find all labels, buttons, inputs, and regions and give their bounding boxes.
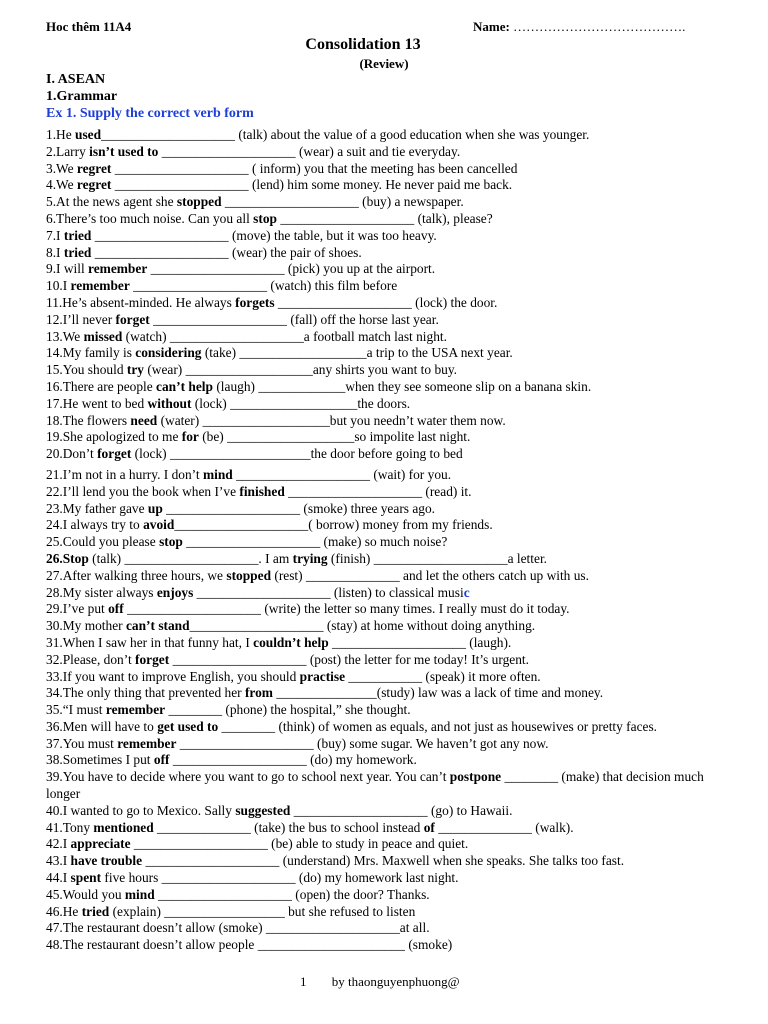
item-text: 16.There are people <box>46 378 157 394</box>
item-text: ____________________ (move) the table, but it was too heavy. <box>91 227 437 243</box>
item-text: 28.My sister always <box>46 584 157 600</box>
keyword: of <box>423 819 435 835</box>
exercise-item <box>46 194 736 211</box>
keyword: considering <box>135 345 202 361</box>
exercise-item <box>46 870 736 887</box>
keyword: tried <box>63 227 92 243</box>
item-text: 45.Would you <box>46 886 125 902</box>
subsection-heading: 1.Grammar <box>46 89 118 104</box>
exercise-item <box>46 329 736 346</box>
item-text: 15.You should <box>46 362 127 378</box>
exercise-item <box>46 379 736 396</box>
item-text: 37.You must <box>46 735 118 751</box>
exercise-item <box>46 517 736 534</box>
exercise-item <box>46 228 736 245</box>
item-text: 34.The only thing that prevented her <box>46 685 245 701</box>
item-text: ____________________ (wear) the pair of shoes. <box>91 244 362 260</box>
item-text: ____________________ ( inform) you that the meeting has been cancelled <box>111 160 518 176</box>
keyword: off <box>153 752 170 768</box>
keyword: suggested <box>235 802 291 818</box>
keyword: remember <box>105 702 166 718</box>
item-text: 9.I will <box>46 261 89 277</box>
keyword: tried <box>81 903 110 919</box>
item-text: (laugh) _____________when they see someone slip on a banana skin. <box>212 378 592 394</box>
keyword: 26.Stop <box>46 550 89 566</box>
item-text: 41.Tony <box>46 819 94 835</box>
exercise-item <box>46 177 736 194</box>
exercise-item <box>46 446 736 463</box>
exercise-item <box>46 261 736 278</box>
keyword: regret <box>76 160 112 176</box>
keyword: can’t stand <box>125 618 190 634</box>
item-text: ____________________ (go) to Hawaii. <box>290 802 513 818</box>
item-text: (lock) _____________________the door before going to bed <box>131 446 463 462</box>
class-label: Hoc thêm 11A4 <box>46 19 132 34</box>
keyword: stop <box>159 534 183 550</box>
item-text: 47.The restaurant doesn’t allow (smoke) ____________________at all. <box>46 920 430 936</box>
keyword: have trouble <box>70 853 143 869</box>
item-text: ________ (phone) the hospital,” she thought. <box>165 702 411 718</box>
exercise-item <box>46 312 736 329</box>
keyword: missed <box>83 328 123 344</box>
item-text: 23.My father gave <box>46 500 148 516</box>
exercise-item <box>46 211 736 228</box>
exercise-item <box>46 702 736 719</box>
item-text: 12.I’ll never <box>46 311 116 327</box>
keyword: avoid <box>143 517 175 533</box>
item-text: 19.She apologized to me <box>46 429 182 445</box>
item-text: 10.I <box>46 278 71 294</box>
item-text: 11.He’s absent-minded. He always <box>46 294 236 310</box>
item-text: 35.“I must <box>46 702 106 718</box>
keyword: from <box>244 685 273 701</box>
exercise-item <box>46 345 736 362</box>
keyword: try <box>126 362 144 378</box>
exercise-item <box>46 568 736 585</box>
item-text: ____________________ (lock) the door. <box>274 294 498 310</box>
item-text: 8.I <box>46 244 64 260</box>
item-text: 24.I always try to <box>46 517 144 533</box>
item-text: ______________ (take) the bus to school instead <box>153 819 424 835</box>
item-text: (wear) ___________________any shirts you want to buy. <box>143 362 458 378</box>
keyword: couldn’t help <box>253 634 329 650</box>
keyword: get used to <box>157 718 219 734</box>
page-footer <box>300 974 482 990</box>
exercise-item <box>46 937 736 954</box>
keyword: remember <box>88 261 148 277</box>
keyword: postpone <box>449 769 502 785</box>
item-text: 44.I <box>46 870 71 886</box>
item-text: (be) ___________________so impolite last night. <box>198 429 471 445</box>
item-text: ____________________ (make) so much noise? <box>182 534 448 550</box>
exercise-item <box>46 484 736 501</box>
item-text: 7.I <box>46 227 64 243</box>
item-text: 3.We <box>46 160 77 176</box>
item-text: 6.There’s too much noise. Can you all <box>46 210 254 226</box>
item-text: 42.I <box>46 836 71 852</box>
keyword: spent <box>70 870 102 886</box>
keyword: stopped <box>176 194 222 210</box>
item-text: 33.If you want to improve English, you should <box>46 668 300 684</box>
item-text: five hours ____________________ (do) my homework last night. <box>101 870 459 886</box>
keyword: forgets <box>235 294 275 310</box>
exercise-item <box>46 429 736 446</box>
item-text: 29.I’ve put <box>46 601 109 617</box>
item-text: (take) ___________________a trip to the USA next year. <box>201 345 513 361</box>
keyword: forget <box>135 651 170 667</box>
item-text: ____________________ (buy) a newspaper. <box>221 194 464 210</box>
item-text: 20.Don’t <box>46 446 98 462</box>
exercise-item <box>46 551 736 568</box>
keyword: forget <box>115 311 150 327</box>
item-text: 22.I’ll lend you the book when I’ve <box>46 483 240 499</box>
keyword: for <box>181 429 199 445</box>
item-text: 46.He <box>46 903 82 919</box>
author-credit: by thaonguyenphuong@ <box>331 974 460 989</box>
item-text: ____________________ (understand) Mrs. Maxwell when she speaks. She talks too fast. <box>142 853 625 869</box>
keyword: up <box>147 500 163 516</box>
item-text: 27.After walking three hours, we <box>46 567 227 583</box>
item-text: ____________________ (talk), please? <box>276 210 493 226</box>
item-text: ____________________ (watch) this film before <box>129 278 398 294</box>
item-text: ______________ (walk). <box>434 819 574 835</box>
item-text: 48.The restaurant doesn’t allow people ______________________ (smoke) <box>46 937 453 953</box>
item-text: 1.He <box>46 127 76 142</box>
exercise-item <box>46 803 736 820</box>
item-text: ____________________ (laugh). <box>328 634 512 650</box>
exercise-item <box>46 719 736 736</box>
item-text: 13.We <box>46 328 84 344</box>
item-text: ____________________ (stay) at home without doing anything. <box>189 618 536 634</box>
item-text: 14.My family is <box>46 345 136 361</box>
exercise-item <box>46 685 736 702</box>
item-text: ________ (think) of women as equals, and not just as housewives or pretty faces. <box>218 718 658 734</box>
keyword: tried <box>63 244 92 260</box>
keyword: without <box>147 395 192 411</box>
keyword: mind <box>202 466 233 482</box>
exercise-item <box>46 752 736 769</box>
item-text: ____________________ (listen) to classical musi <box>193 584 464 600</box>
item-text: ____________________ (wear) a suit and tie everyday. <box>158 143 461 159</box>
exercise-item <box>46 669 736 686</box>
item-text: 18.The flowers <box>46 412 131 428</box>
item-text: (watch) ____________________a football match last night. <box>122 328 447 344</box>
keyword: isn’t used to <box>89 143 159 159</box>
exercise-item <box>46 396 736 413</box>
item-text: 39.You have to decide where you want to go to school next year. You can’t <box>46 769 450 785</box>
highlight-text: c <box>463 584 470 600</box>
keyword: mentioned <box>93 819 154 835</box>
exercise-list <box>46 127 736 954</box>
section-heading: I. ASEAN <box>46 72 106 87</box>
item-text: ____________________ (buy) some sugar. We haven’t got any now. <box>176 735 549 751</box>
item-text: _______________(study) law was a lack of time and money. <box>272 685 604 701</box>
exercise-item <box>46 501 736 518</box>
keyword: mind <box>124 886 155 902</box>
keyword: regret <box>76 177 112 193</box>
item-text: 43.I <box>46 853 71 869</box>
exercise-item <box>46 534 736 551</box>
exercise-item <box>46 467 736 484</box>
item-text: 17.He went to bed <box>46 395 148 411</box>
exercise-item <box>46 127 736 144</box>
item-text: (finish) ____________________a letter. <box>327 550 548 566</box>
item-text: 38.Sometimes I put <box>46 752 154 768</box>
item-text: 31.When I saw her in that funny hat, I <box>46 634 254 650</box>
exercise-item <box>46 161 736 178</box>
keyword: trying <box>292 550 328 566</box>
item-text: 21.I’m not in a hurry. I don’t <box>46 466 203 482</box>
keyword: off <box>108 601 124 617</box>
item-text: ____________________ (smoke) three years ago. <box>162 500 436 516</box>
item-text: ____________________ (open) the door? Thanks. <box>154 886 430 902</box>
page-subtitle: (Review) <box>359 56 409 71</box>
item-text: ____________________( borrow) money from my friends. <box>174 517 493 533</box>
item-text: ____________________ (fall) off the horse last year. <box>149 311 439 327</box>
exercise-item <box>46 887 736 904</box>
item-text: ____________________ (be) able to study in peace and quiet. <box>130 836 469 852</box>
exercise-item <box>46 295 736 312</box>
exercise-item <box>46 278 736 295</box>
item-text: (talk) ____________________. I am <box>88 550 293 566</box>
exercise-item <box>46 820 736 837</box>
item-text: ____________________ (do) my homework. <box>169 752 417 768</box>
keyword: need <box>130 412 158 428</box>
page-number: 1 <box>300 974 307 989</box>
exercise-item <box>46 836 736 853</box>
exercise-item <box>46 144 736 161</box>
keyword: enjoys <box>156 584 194 600</box>
item-text: (lock) ___________________the doors. <box>191 395 411 411</box>
keyword: used <box>75 127 102 142</box>
item-text: ___________ (speak) it more often. <box>345 668 541 684</box>
item-text: (water) ___________________but you needn’t water them now. <box>157 412 506 428</box>
item-text: (explain) __________________ but she refused to listen <box>109 903 416 919</box>
name-dots: …………………………………. <box>513 19 686 34</box>
exercise-item <box>46 769 736 803</box>
item-text: 25.Could you please <box>46 534 160 550</box>
exercise-item <box>46 618 736 635</box>
keyword: remember <box>117 735 177 751</box>
keyword: stop <box>253 210 277 226</box>
item-text: 40.I wanted to go to Mexico. Sally <box>46 802 236 818</box>
exercise-item <box>46 245 736 262</box>
item-text: 5.At the news agent she <box>46 194 177 210</box>
item-text: 36.Men will have to <box>46 718 158 734</box>
item-text: 4.We <box>46 177 77 193</box>
keyword: appreciate <box>70 836 131 852</box>
exercise-item <box>46 652 736 669</box>
name-field <box>473 19 685 35</box>
item-text: ____________________ (wait) for you. <box>232 466 452 482</box>
keyword: stopped <box>226 567 272 583</box>
item-text: ________ (make) that decision much longer <box>46 769 704 802</box>
exercise-item <box>46 853 736 870</box>
exercise-item <box>46 635 736 652</box>
item-text: 2.Larry <box>46 143 90 159</box>
name-label: Name: <box>473 19 510 34</box>
keyword: forget <box>97 446 132 462</box>
item-text: ____________________ (talk) about the value of a good education when she was younger. <box>101 127 590 142</box>
exercise-item <box>46 601 736 618</box>
exercise-item <box>46 920 736 937</box>
keyword: can’t help <box>156 378 213 394</box>
exercise-item <box>46 362 736 379</box>
item-text: ____________________ (pick) you up at the airport. <box>147 261 436 277</box>
exercise-item <box>46 585 736 602</box>
item-text: ____________________ (lend) him some money. He never paid me back. <box>111 177 513 193</box>
keyword: finished <box>239 483 285 499</box>
keyword: practise <box>299 668 346 684</box>
item-text: ____________________ (write) the letter so many times. I really must do it today. <box>123 601 570 617</box>
item-text: 32.Please, don’t <box>46 651 136 667</box>
exercise-item <box>46 413 736 430</box>
item-text: ____________________ (post) the letter for me today! It’s urgent. <box>169 651 529 667</box>
item-text: ____________________ (read) it. <box>284 483 472 499</box>
page-title: Consolidation 13 <box>305 36 421 53</box>
keyword: remember <box>70 278 130 294</box>
item-text: (rest) ______________ and let the others catch up with us. <box>271 567 589 583</box>
exercise-item <box>46 904 736 921</box>
item-text: 30.My mother <box>46 618 126 634</box>
exercise-title: Ex 1. Supply the correct verb form <box>46 106 254 121</box>
exercise-item <box>46 736 736 753</box>
